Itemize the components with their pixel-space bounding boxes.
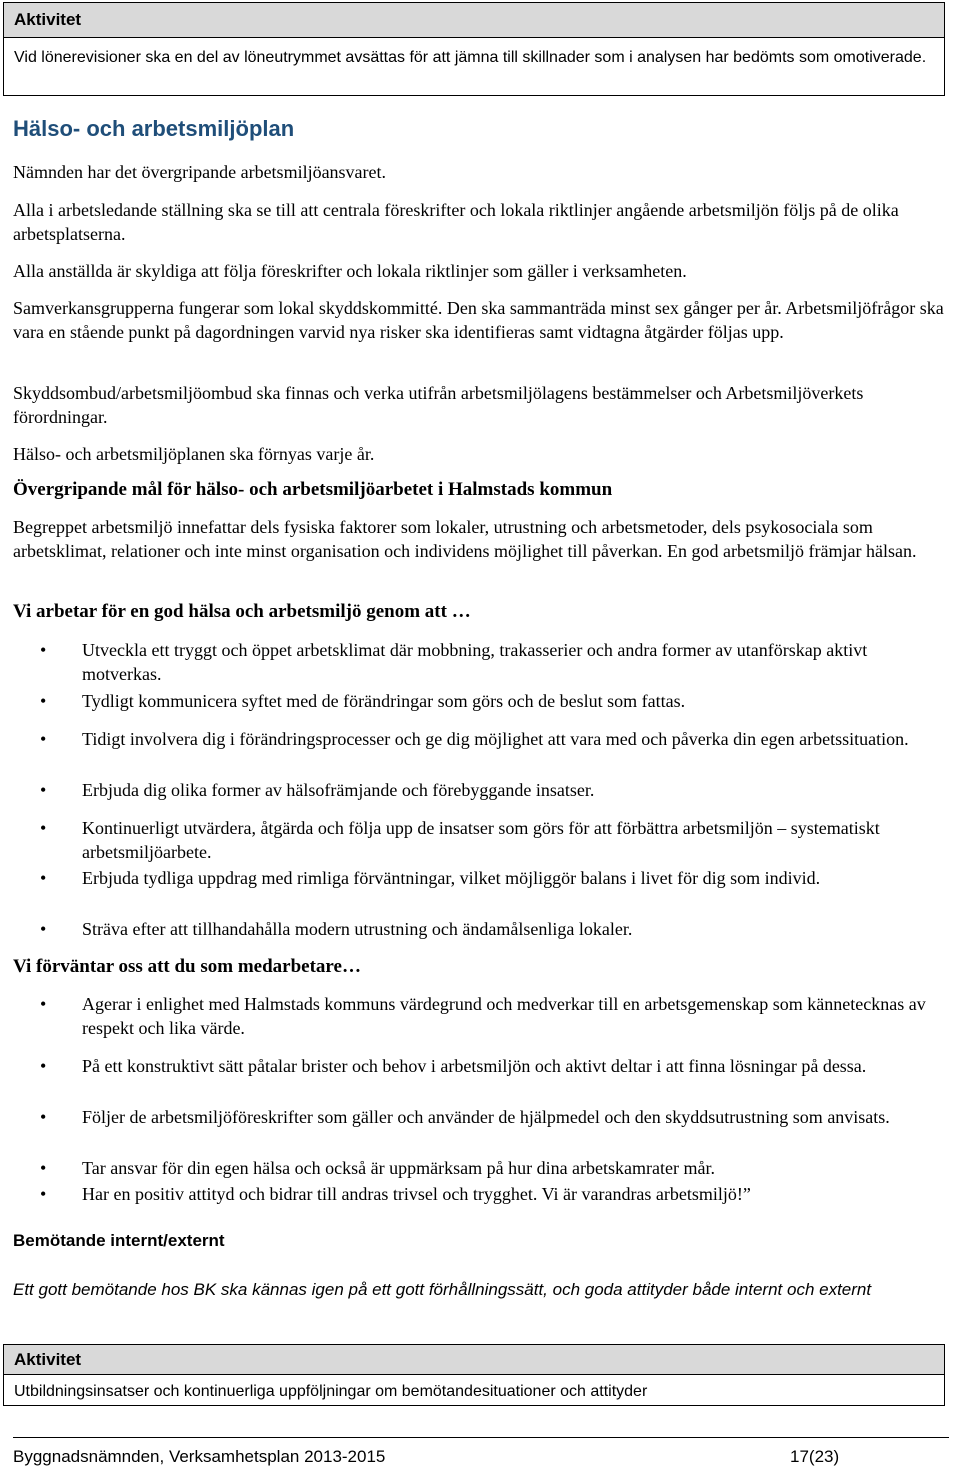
bullet-icon: •: [40, 818, 47, 838]
footer-divider: [13, 1437, 949, 1438]
we-work-heading: Vi arbetar för en god hälsa och arbetsmiljö genom att …: [13, 601, 471, 622]
bullet-icon: •: [40, 1107, 47, 1127]
bullet-icon: •: [40, 780, 47, 800]
paragraph-safety-rep: Skyddsombud/arbetsmiljöombud ska finnas och verka utifrån arbetsmiljölagens bestämmelser och Arbetsmiljöverkets förordningar.: [13, 383, 864, 427]
list-item: • Erbjuda tydliga uppdrag med rimliga förväntningar, vilket möjliggör balans i livet för dig som individ.: [40, 868, 821, 888]
activity-box-text: Vid lönerevisioner ska en del av löneutrymmet avsättas för att jämna till skillnader som i analysen har bedömts som omotiverade.: [14, 49, 927, 66]
bullet-icon: •: [40, 1056, 47, 1076]
list-item: • Tidigt involvera dig i förändringsprocesser och ge dig möjlighet att vara med och påverka din egen arbetssituation.: [40, 729, 909, 749]
section-title: Hälso- och arbetsmiljöplan: [13, 116, 295, 141]
list-item: • Kontinuerligt utvärdera, åtgärda och följa upp de insatser som görs för att förbättra arbetsmiljön – systematiskt arbetsmiljöarbete.: [40, 818, 880, 862]
footer-page-number: 17(23): [790, 1447, 840, 1466]
bullet-icon: •: [40, 691, 47, 711]
list-item: • Sträva efter att tillhandahålla modern utrustning och ändamålsenliga lokaler.: [40, 919, 633, 939]
list-item: • Har en positiv attityd och bidrar till andras trivsel och trygghet. Vi är varandras arbetsmiljö!”: [40, 1184, 751, 1204]
activity-box-heading: Aktivitet: [4, 1345, 944, 1375]
bullet-icon: •: [40, 868, 47, 888]
goal-text: Begreppet arbetsmiljö innefattar dels fysiska faktorer som lokaler, utrustning och arbetsmetoder, dels psykosociala som arbetsklimat, relationer och inte minst organisation och individens möjlighet till påverkan. En god arbetsmiljö främjar hälsan.: [13, 517, 917, 561]
we-expect-heading: Vi förväntar oss att du som medarbetare…: [13, 956, 361, 977]
paragraph-managers: Alla i arbetsledande ställning ska se till att centrala föreskrifter och lokala riktlinjer angående arbetsmiljön följs på de olika arbetsplatserna.: [13, 200, 899, 244]
paragraph-cooperation: Samverkansgrupperna fungerar som lokal skyddskommitté. Den ska sammanträda minst sex gånger per år. Arbetsmiljöfrågor ska vara en stående punkt på dagordningen varvid nya risker ska identifieras samt vidtagna åtgärder följas upp.: [13, 298, 944, 342]
bullet-icon: •: [40, 919, 47, 939]
activity-box-top: [3, 2, 945, 96]
footer-document-title: Byggnadsnämnden, Verksamhetsplan 2013-2015: [13, 1447, 386, 1466]
goal-heading: Övergripande mål för hälso- och arbetsmiljöarbetet i Halmstads kommun: [13, 479, 613, 500]
activity-box-text: Utbildningsinsatser och kontinuerliga uppföljningar om bemötandesituationer och attityder: [14, 1383, 648, 1400]
activity-box-heading: Aktivitet: [4, 3, 944, 38]
bullet-icon: •: [40, 729, 47, 749]
activity-box-bottom: [3, 1344, 945, 1406]
paragraph-responsibility: Nämnden har det övergripande arbetsmiljöansvaret.: [13, 162, 387, 182]
list-item: • Utveckla ett tryggt och öppet arbetsklimat där mobbning, trakasserier och andra former av utanförskap aktivt motverkas.: [40, 640, 868, 684]
paragraph-employees: Alla anställda är skyldiga att följa föreskrifter och lokala riktlinjer som gäller i verksamheten.: [13, 261, 687, 281]
paragraph-renewal: Hälso- och arbetsmiljöplanen ska förnyas varje år.: [13, 444, 375, 464]
bullet-icon: •: [40, 994, 47, 1014]
bullet-icon: •: [40, 1184, 47, 1204]
list-item: • Tar ansvar för din egen hälsa och också är uppmärksam på hur dina arbetskamrater mår.: [40, 1158, 715, 1178]
treatment-heading: Bemötande internt/externt: [13, 1231, 225, 1250]
list-item: • Erbjuda dig olika former av hälsofrämjande och förebyggande insatser.: [40, 780, 595, 800]
list-item: • På ett konstruktivt sätt påtalar brister och behov i arbetsmiljön och aktivt deltar i att finna lösningar på dessa.: [40, 1056, 867, 1076]
list-item: • Tydligt kommunicera syftet med de förändringar som görs och de beslut som fattas.: [40, 691, 686, 711]
bullet-icon: •: [40, 1158, 47, 1178]
list-item: • Agerar i enlighet med Halmstads kommuns värdegrund och medverkar till en arbetsgemenskap som kännetecknas av respekt och lika värde.: [40, 994, 926, 1038]
treatment-text: Ett gott bemötande hos BK ska kännas igen på ett gott förhållningssätt, och goda attityder både internt och externt: [13, 1280, 872, 1299]
list-item: • Följer de arbetsmiljöföreskrifter som gäller och använder de hjälpmedel och den skyddsutrustning som anvisats.: [40, 1107, 890, 1127]
bullet-icon: •: [40, 640, 47, 660]
